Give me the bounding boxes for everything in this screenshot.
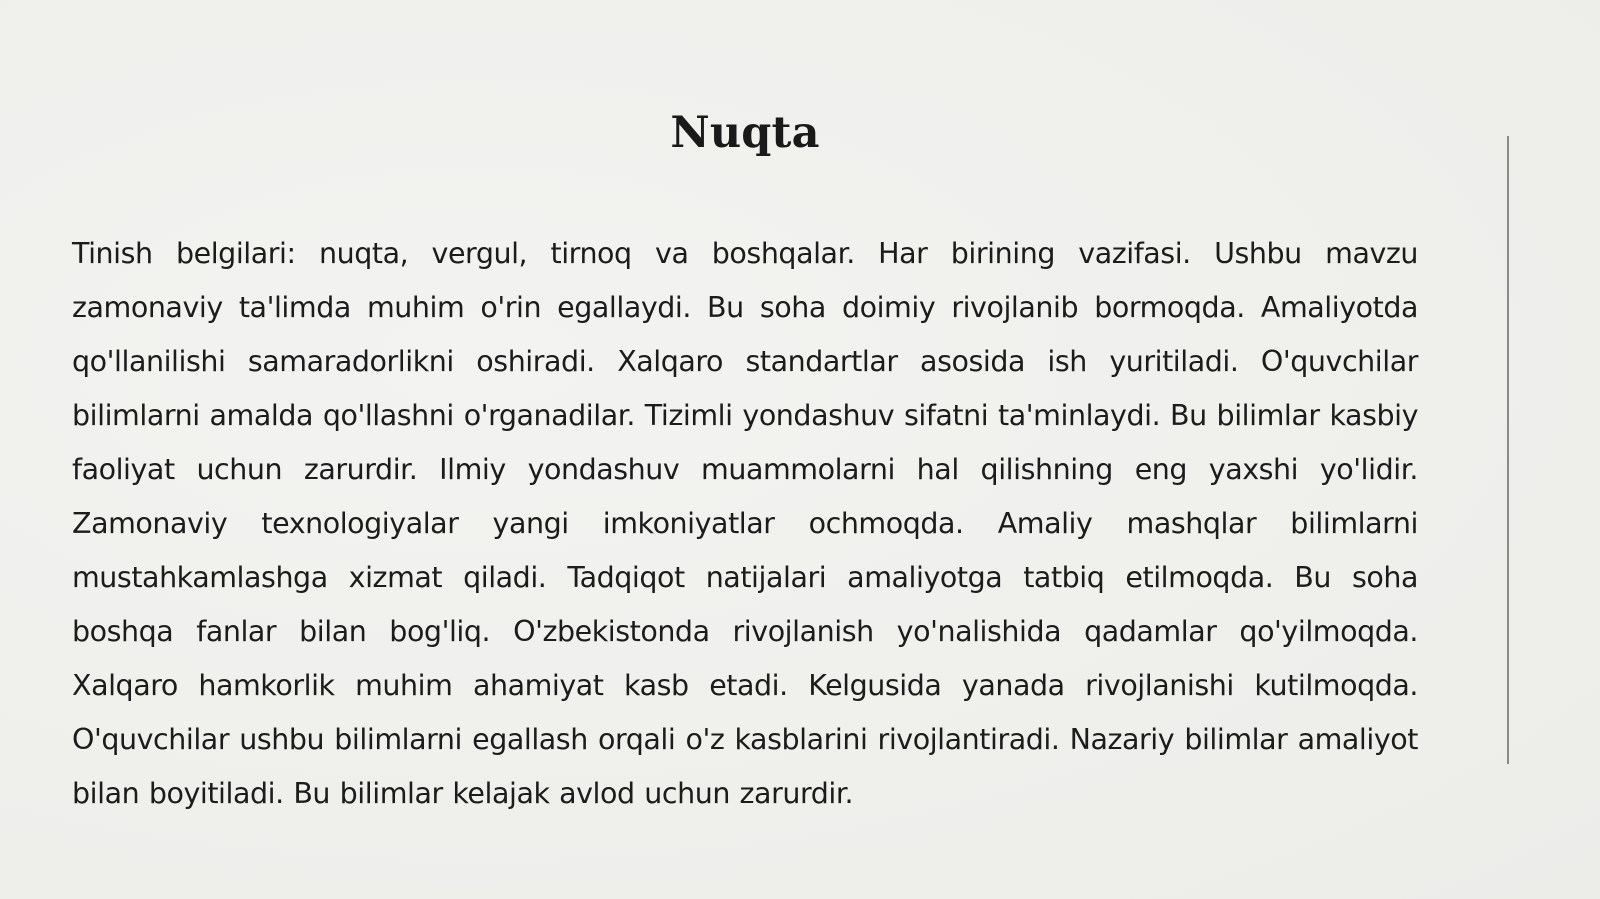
slide-title: Nuqta bbox=[670, 108, 820, 158]
slide-body-text: Tinish belgilari: nuqta, vergul, tirnoq va boshqalar. Har birining vazifasi. Ushbu mavzu zamonaviy ta'limda muhim o'rin egallaydi. Bu soha doimiy rivojlanib bormoqda. Amaliyotda qo'llanilishi samaradorlikni oshiradi. Xalqaro standartlar asosida ish yuritiladi. O'quvchilar bilimlarni amalda qo'llashni o'rganadilar. Tizimli yondashuv sifatni ta'minlaydi. Bu bilimlar kasbiy faoliyat uchun zarurdir. Ilmiy yondashuv muammolarni hal qilishning eng yaxshi yo'lidir. Zamonaviy texnologiyalar yangi imkoniyatlar ochmoqda. Amaliy mashqlar bilimlarni mustahkamlashga xizmat qiladi. Tadqiqot natijalari amaliyotga tatbiq etilmoqda. Bu soha boshqa fanlar bilan bog'liq. O'zbekistonda rivojlanish yo'nalishida qadamlar qo'yilmoqda. Xalqaro hamkorlik muhim ahamiyat kasb etadi. Kelgusida yanada rivojlanishi kutilmoqda. O'quvchilar ushbu bilimlarni egallash orqali o'z kasblarini rivojlantiradi. Nazariy bilimlar amaliyot bilan boyitiladi. Bu bilimlar kelajak avlod uchun zarurdir. bbox=[72, 237, 1418, 810]
vertical-divider bbox=[1507, 136, 1509, 764]
